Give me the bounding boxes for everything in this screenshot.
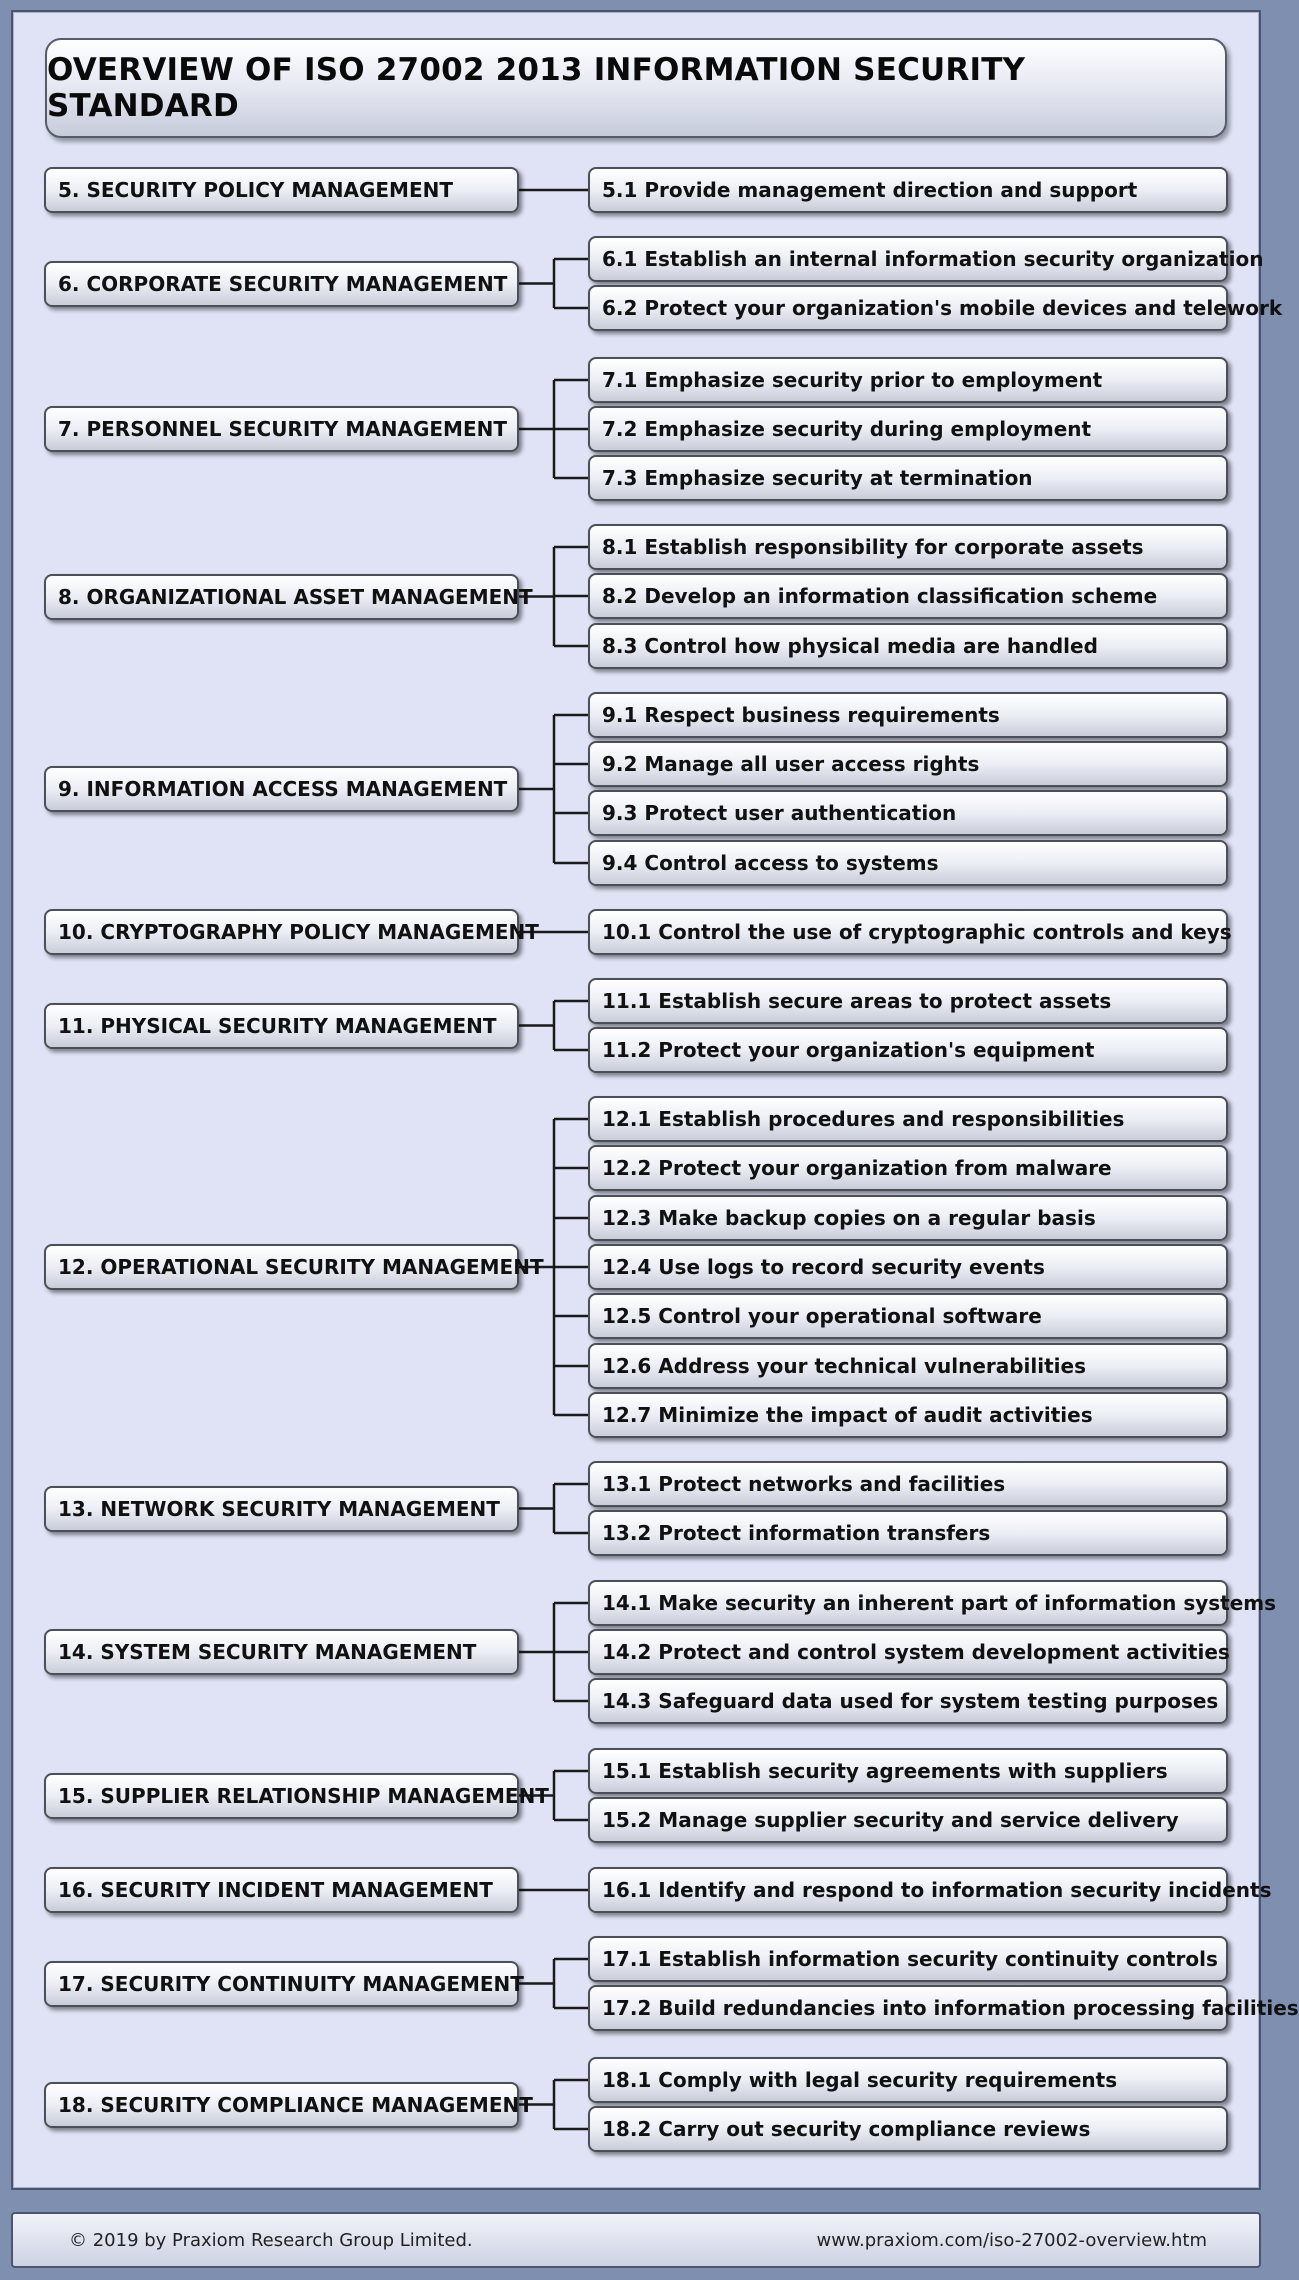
subcategory-box: 15.1 Establish security agreements with suppliers — [588, 1748, 1228, 1794]
subcategory-box: 8.2 Develop an information classification scheme — [588, 573, 1228, 619]
subcategory-box: 14.2 Protect and control system development activities — [588, 1629, 1228, 1675]
subcategory-box: 9.1 Respect business requirements — [588, 692, 1228, 738]
category-box: 18. SECURITY COMPLIANCE MANAGEMENT — [44, 2082, 519, 2128]
category-box: 11. PHYSICAL SECURITY MANAGEMENT — [44, 1003, 519, 1049]
subcategory-box: 7.2 Emphasize security during employment — [588, 406, 1228, 452]
subcategory-box: 14.3 Safeguard data used for system testing purposes — [588, 1678, 1228, 1724]
subcategory-box: 18.1 Comply with legal security requirements — [588, 2057, 1228, 2103]
subcategory-box: 13.1 Protect networks and facilities — [588, 1461, 1228, 1507]
subcategory-box: 8.3 Control how physical media are handled — [588, 623, 1228, 669]
footer — [11, 2212, 1261, 2268]
subcategory-box: 9.4 Control access to systems — [588, 840, 1228, 886]
category-box: 9. INFORMATION ACCESS MANAGEMENT — [44, 766, 519, 812]
subcategory-box: 12.6 Address your technical vulnerabilities — [588, 1343, 1228, 1389]
subcategory-box: 6.2 Protect your organization's mobile devices and telework — [588, 285, 1228, 331]
category-box: 6. CORPORATE SECURITY MANAGEMENT — [44, 261, 519, 307]
subcategory-box: 9.2 Manage all user access rights — [588, 741, 1228, 787]
subcategory-box: 12.5 Control your operational software — [588, 1293, 1228, 1339]
subcategory-box: 11.1 Establish secure areas to protect assets — [588, 978, 1228, 1024]
subcategory-box: 12.3 Make backup copies on a regular basis — [588, 1195, 1228, 1241]
subcategory-box: 16.1 Identify and respond to information security incidents — [588, 1867, 1228, 1913]
subcategory-box: 7.3 Emphasize security at termination — [588, 455, 1228, 501]
subcategory-box: 17.1 Establish information security continuity controls — [588, 1936, 1228, 1982]
category-box: 16. SECURITY INCIDENT MANAGEMENT — [44, 1867, 519, 1913]
subcategory-box: 8.1 Establish responsibility for corporate assets — [588, 524, 1228, 570]
subcategory-box: 13.2 Protect information transfers — [588, 1510, 1228, 1556]
category-box: 10. CRYPTOGRAPHY POLICY MANAGEMENT — [44, 909, 519, 955]
category-box: 13. NETWORK SECURITY MANAGEMENT — [44, 1486, 519, 1532]
subcategory-box: 10.1 Control the use of cryptographic controls and keys — [588, 909, 1228, 955]
subcategory-box: 12.4 Use logs to record security events — [588, 1244, 1228, 1290]
subcategory-box: 9.3 Protect user authentication — [588, 790, 1228, 836]
footer-url: www.praxiom.com/iso-27002-overview.htm — [816, 2229, 1207, 2251]
subcategory-box: 18.2 Carry out security compliance reviews — [588, 2106, 1228, 2152]
category-box: 14. SYSTEM SECURITY MANAGEMENT — [44, 1629, 519, 1675]
category-box: 17. SECURITY CONTINUITY MANAGEMENT — [44, 1961, 519, 2007]
subcategory-box: 7.1 Emphasize security prior to employment — [588, 357, 1228, 403]
subcategory-box: 5.1 Provide management direction and support — [588, 167, 1228, 213]
category-box: 15. SUPPLIER RELATIONSHIP MANAGEMENT — [44, 1773, 519, 1819]
subcategory-box: 15.2 Manage supplier security and service delivery — [588, 1797, 1228, 1843]
subcategory-box: 11.2 Protect your organization's equipment — [588, 1027, 1228, 1073]
category-box: 8. ORGANIZATIONAL ASSET MANAGEMENT — [44, 574, 519, 620]
page-title: OVERVIEW OF ISO 27002 2013 INFORMATION SECURITY STANDARD — [47, 52, 1026, 124]
category-box: 7. PERSONNEL SECURITY MANAGEMENT — [44, 406, 519, 452]
subcategory-box: 12.2 Protect your organization from malware — [588, 1145, 1228, 1191]
subcategory-box: 6.1 Establish an internal information security organization — [588, 236, 1228, 282]
category-box: 5. SECURITY POLICY MANAGEMENT — [44, 167, 519, 213]
subcategory-box: 17.2 Build redundancies into information processing facilities — [588, 1985, 1228, 2031]
subcategory-box: 12.1 Establish procedures and responsibilities — [588, 1096, 1228, 1142]
footer-copyright: © 2019 by Praxiom Research Group Limited. — [69, 2229, 473, 2251]
subcategory-box: 14.1 Make security an inherent part of information systems — [588, 1580, 1228, 1626]
category-box: 12. OPERATIONAL SECURITY MANAGEMENT — [44, 1244, 519, 1290]
subcategory-box: 12.7 Minimize the impact of audit activities — [588, 1392, 1228, 1438]
